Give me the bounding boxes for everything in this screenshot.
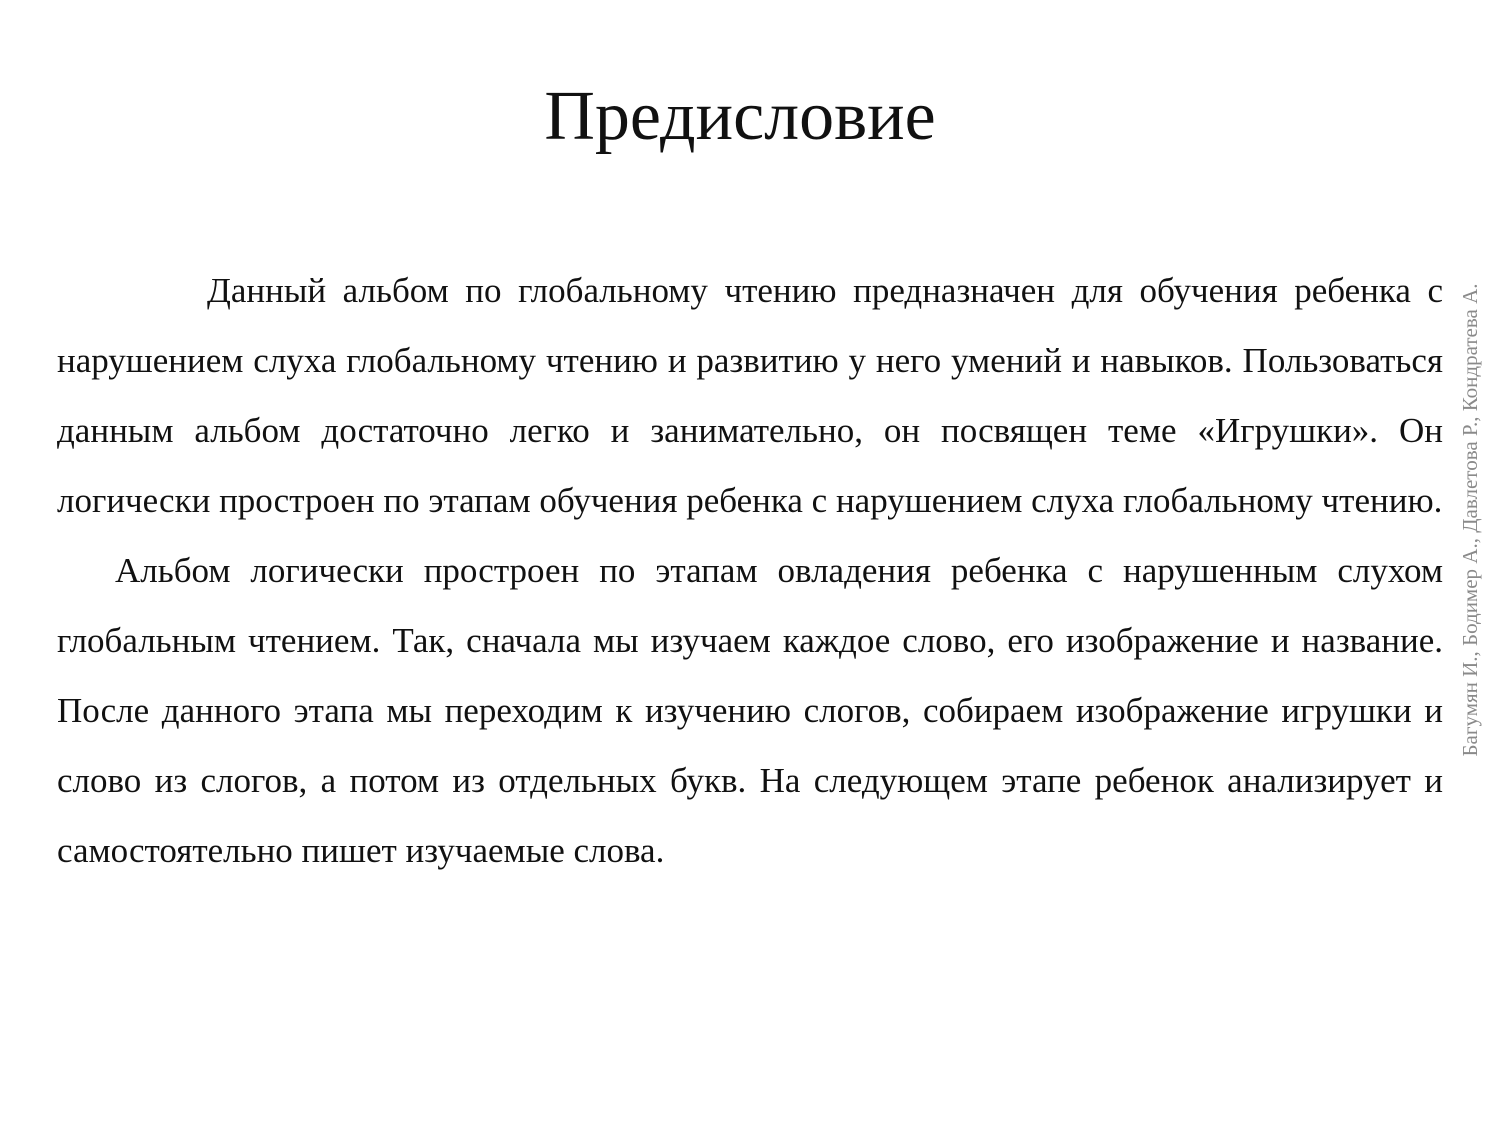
authors-line: Багумян И., Бодимер А., Давлетова Р., Кондратева А. — [1458, 283, 1482, 757]
paragraph-1: Данный альбом по глобальному чтению предназначен для обучения ребенка с нарушением слуха глобальному чтению и развитию у него умений и навыков. Пользоваться данным альбом достаточно легко и занимательно, он посвящен теме «Игрушки». Он логически простроен по этапам обучения ребенка с нарушением слуха глобальному чтению. — [57, 271, 1443, 520]
page-title: Предисловие — [544, 78, 936, 155]
body-text — [57, 256, 1443, 886]
paragraph-2: Альбом логически простроен по этапам овладения ребенка с нарушенным слухом глобальным чтением. Так, сначала мы изучаем каждое слово, его изображение и название. После данного этапа мы переходим к изучению слогов, собираем изображение игрушки и слово из слогов, а потом из отдельных букв. На следующем этапе ребенок анализирует и самостоятельно пишет изучаемые слова. — [57, 551, 1443, 870]
